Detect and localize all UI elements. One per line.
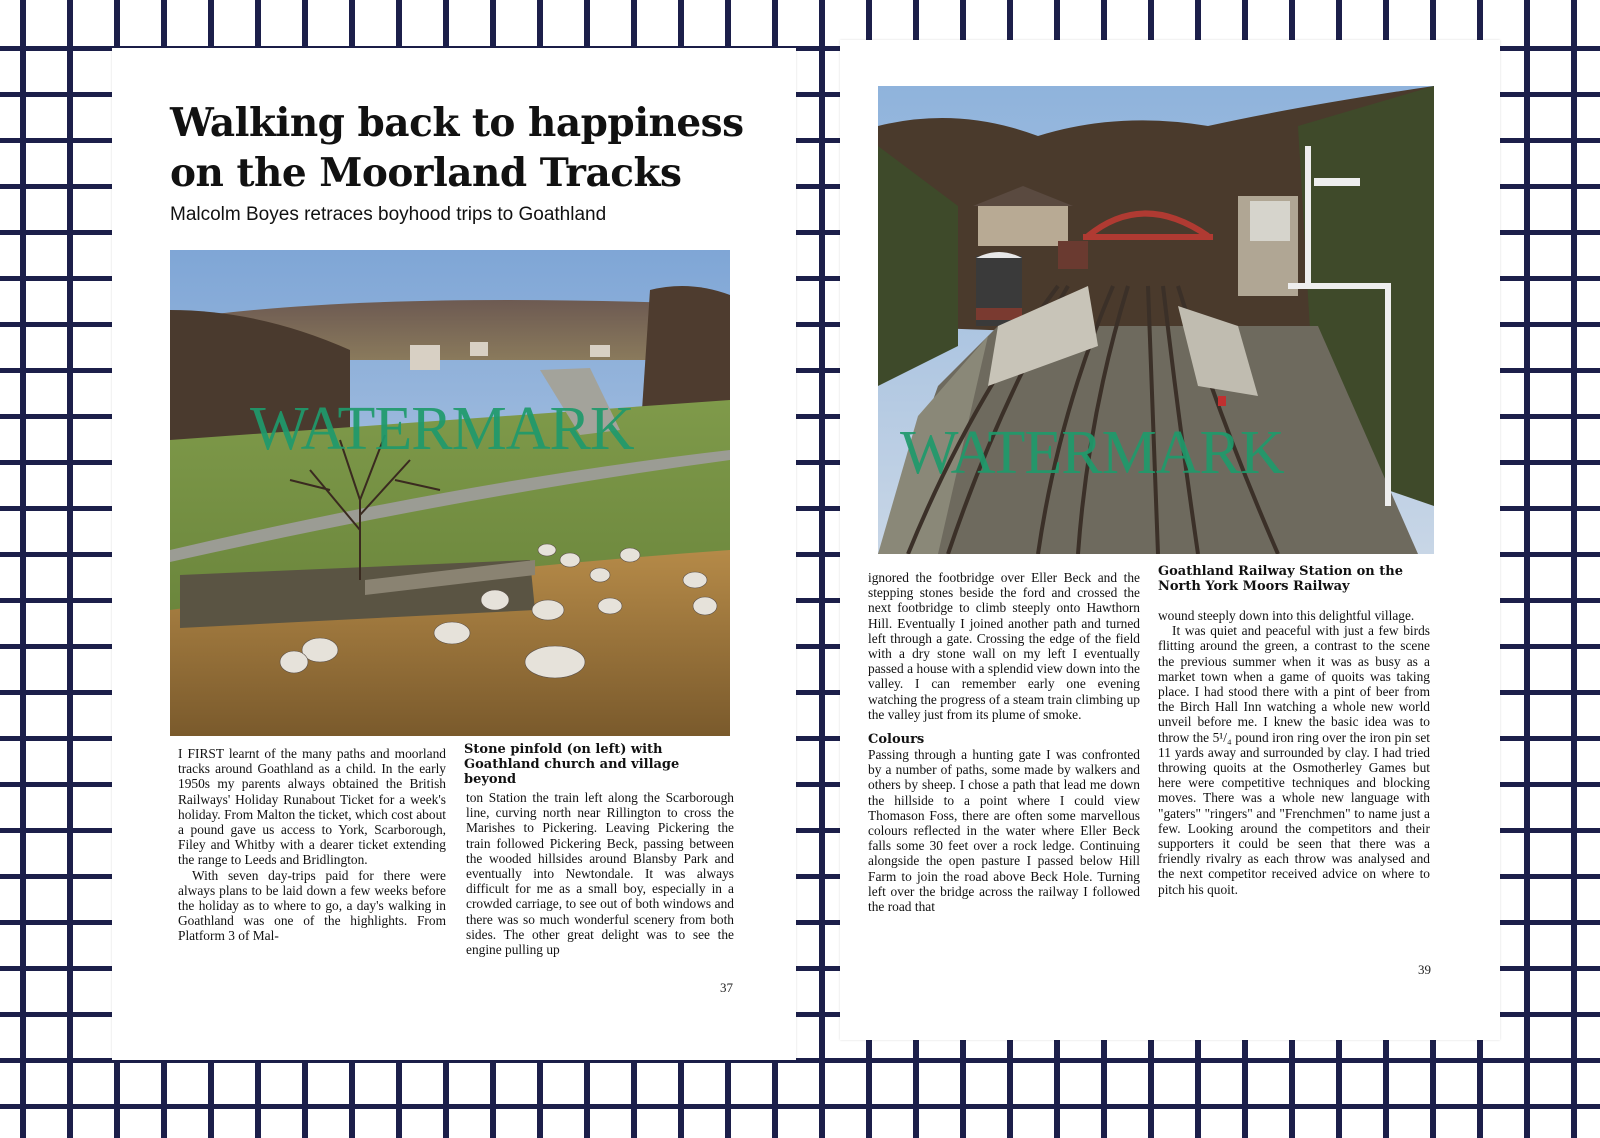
section-heading-colours: Colours — [868, 732, 925, 748]
paragraph: ignored the footbridge over Eller Beck and the stepping stones beside the ford and crossed the next footbridge to climb steeply onto Hawthorn Hill. Eventually I joined another path and turned left through a gate. Crossing the edge of the field with a dry stone wall on my left I eventually passed a house with a splendid view down into the valley. I can remember early one evening watching the progress of a steam train climbing up the valley just from its plume of smoke. — [868, 570, 1140, 722]
left-photo-caption: Stone pinfold (on left) with Goathland church and village beyond — [464, 742, 680, 787]
right-column-1 — [868, 570, 1140, 914]
paragraph: With seven day-trips paid for there were always plans to be laid down a few weeks before the holiday as to where to go, a day's walking in Goathland was one of the highlights. From Platform 3 of Mal- — [178, 867, 446, 944]
paragraph: wound steeply down into this delightful village. — [1158, 608, 1415, 623]
article-subtitle: Malcolm Boyes retraces boyhood trips to Goathland — [170, 204, 607, 225]
page-number-37: 37 — [720, 980, 733, 995]
paragraph: ton Station the train left along the Scarborough line, curving north near Rillington to cross the Marishes to Pickering. Leaving Pickering the train followed Pickering Beck, passing between the wooded hillsides around Blansby Park and eventually into Newtondale. It was always difficult for me as a small boy, especially in a crowded carriage, to see out of both windows and there was so much wonderful scenery from both sides. The other great delight was to see the engine pulling up — [466, 790, 734, 958]
title-line-2: on the Moorland Tracks — [170, 150, 682, 196]
paragraph: I FIRST learnt of the many paths and moorland tracks around Goathland as a child. In the early 1950s my parents always obtained the British Railways' Holiday Runabout Ticket for a week's holiday. From Malton the ticket, which cost about a pound gave us access to York, Scarborough, Filey and Whitby with a dearer ticket extending the range to Leeds and Bridlington. — [178, 746, 446, 868]
left-column-2 — [466, 790, 734, 957]
page-number-39: 39 — [1418, 962, 1431, 977]
left-column-1 — [178, 746, 446, 944]
right-page — [840, 40, 1500, 1040]
right-column-2 — [1158, 608, 1430, 897]
pinfold-photo — [170, 250, 730, 736]
right-photo-caption: Goathland Railway Station on the North York Moors Railway — [1158, 564, 1403, 594]
watermark-left: WATERMARK — [250, 395, 634, 463]
title-line-1: Walking back to happiness — [170, 100, 744, 146]
paragraph: Passing through a hunting gate I was confronted by a number of paths, some made by walkers and others by sheep. I chose a path that lead me down the hillside to a point where I could view Thomason Foss, there are often some marvellous colours reflected in the water where Eller Beck falls some 30 feet over a rock ledge. Continuing alongside the open pasture I passed below Hill Farm to join the road above Beck Hole. Turning left over the bridge across the railway I followed the road that — [868, 747, 1140, 915]
paragraph: It was quiet and peaceful with just a few birds flitting around the green, a contrast to the scene the previous summer when it was as busy as a market town when a game of quoits was taking place. I had stood there with a pint of beer from the Birch Hall Inn watching a whole new world unveil before me. I knew the basic idea was to throw the 5¹/₄ pound iron ring over the iron pin set 11 yards away and surrounded by clay. I had tried throwing quoits at the Osmotherley Games but here were competitive techniques and blocking moves. There was a whole new language with "gaters" "ringers" and "Frenchmen" to name just a few. Looking around the competitors and their supporters it could be seen that there was a friendly rivalry as each throw was analysed and the next competitor received advice on where to pitch his quoit. — [1158, 623, 1430, 897]
grid-line — [0, 1104, 1600, 1109]
left-page — [112, 48, 796, 1060]
watermark-right: WATERMARK — [900, 419, 1284, 487]
article-title — [170, 98, 770, 198]
